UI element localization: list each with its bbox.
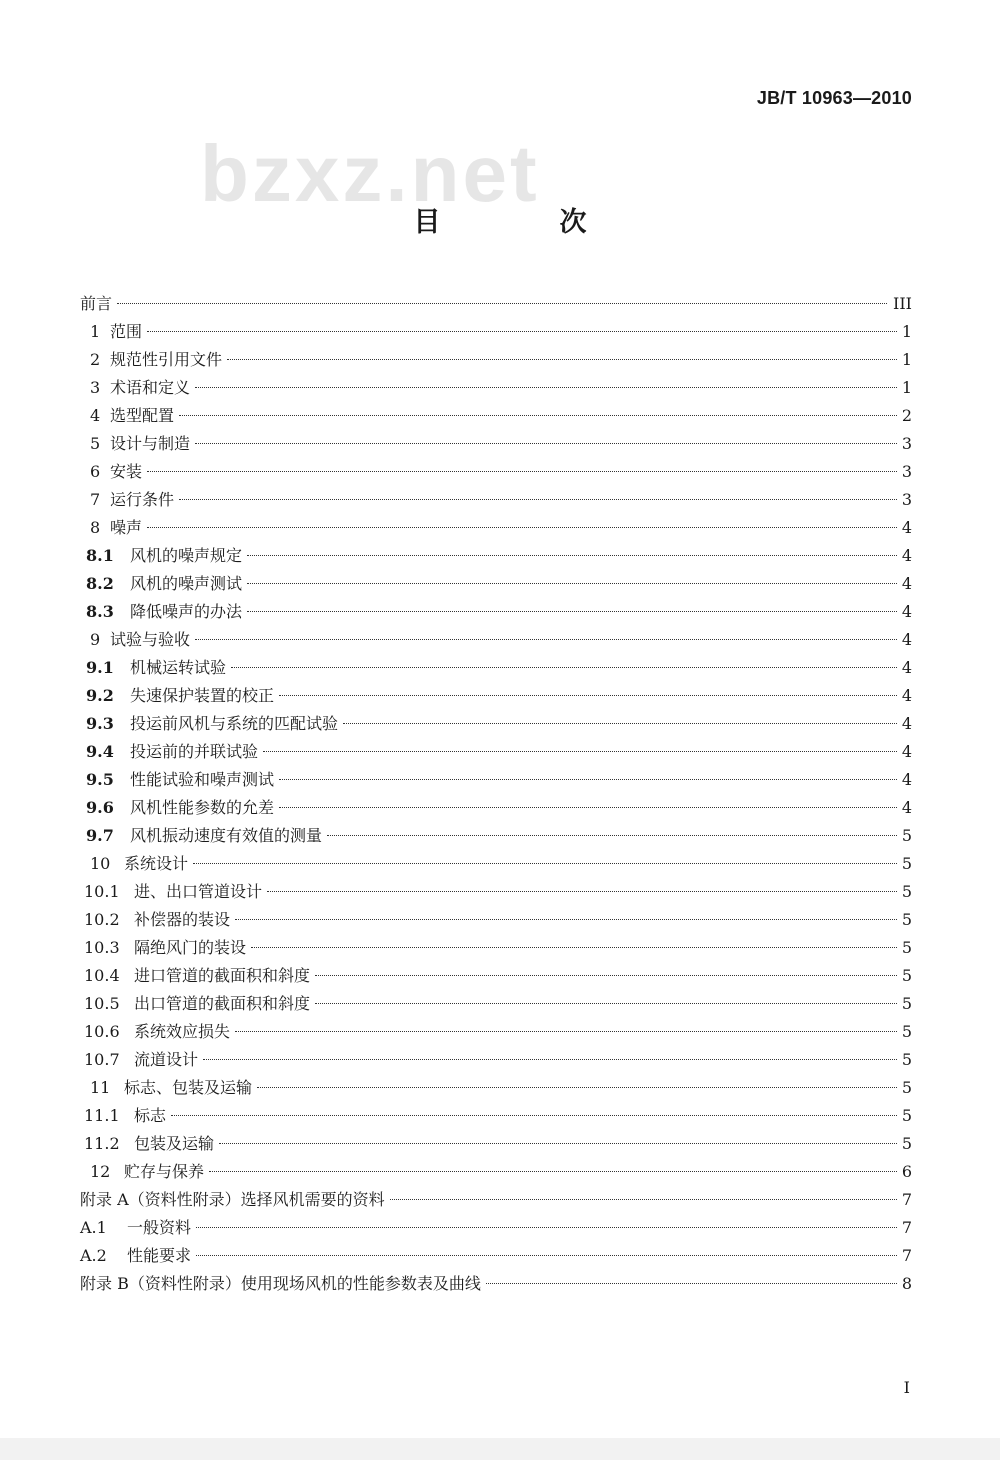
- dot-leader: [315, 975, 897, 976]
- toc-entry[interactable]: [80, 346, 912, 374]
- toc-entry[interactable]: [80, 374, 912, 402]
- standard-code: JB/T 10963—2010: [756, 88, 912, 108]
- toc-entry-page: 4: [901, 546, 912, 565]
- dot-leader: [147, 527, 897, 528]
- dot-leader: [209, 1171, 897, 1172]
- toc-entry-label: 出口管道的截面积和斜度: [134, 994, 311, 1013]
- toc-entry-label: 补偿器的装设: [134, 910, 231, 929]
- toc-entry-number: 12: [90, 1162, 111, 1181]
- toc-entry-page: 4: [901, 770, 912, 789]
- toc-entry-page: 7: [901, 1246, 912, 1265]
- toc-entry[interactable]: [80, 1214, 912, 1242]
- toc-entry-page: 5: [901, 854, 912, 873]
- toc-entry-page: 5: [901, 826, 912, 845]
- toc-entry-page: 3: [901, 434, 912, 453]
- toc-entry[interactable]: [80, 1130, 912, 1158]
- toc-entry-page: 5: [901, 910, 912, 929]
- toc-entry-number: 9: [90, 630, 101, 649]
- toc-entry[interactable]: [80, 654, 912, 682]
- toc-entry-number: 9.2: [86, 686, 114, 705]
- dot-leader: [263, 751, 897, 752]
- toc-entry[interactable]: [80, 514, 912, 542]
- toc-entry-number: 8.3: [86, 602, 114, 621]
- toc-entry-number: 9.3: [86, 714, 114, 733]
- toc-entry-label: 投运前的并联试验: [130, 742, 259, 761]
- dot-leader: [196, 1255, 897, 1256]
- dot-leader: [247, 611, 897, 612]
- toc-entry-page: III: [893, 294, 912, 313]
- toc-entry-label: 运行条件: [110, 490, 175, 509]
- toc-entry-number: 8.2: [86, 574, 114, 593]
- toc-entry-number: 9.1: [86, 658, 114, 677]
- toc-entry-number: 10.5: [84, 994, 120, 1013]
- toc-entry-page: 3: [901, 490, 912, 509]
- dot-leader: [227, 359, 897, 360]
- page-title: 目 次: [413, 207, 633, 238]
- toc-entry-label: 标志、包装及运输: [124, 1078, 253, 1097]
- toc-entry-label: 试验与验收: [110, 630, 191, 649]
- toc-entry-number: 2: [90, 350, 101, 369]
- toc-entry-page: 4: [901, 714, 912, 733]
- toc-entry-page: 1: [901, 378, 912, 397]
- toc-entry-number: 9.4: [86, 742, 114, 761]
- toc-entry-label: 设计与制造: [110, 434, 191, 453]
- toc-entry-page: 5: [901, 938, 912, 957]
- toc-entry[interactable]: [80, 402, 912, 430]
- toc-entry-page: 3: [901, 462, 912, 481]
- toc-entry[interactable]: [80, 990, 912, 1018]
- toc-entry-label: 附录 A（资料性附录）选择风机需要的资料: [80, 1190, 385, 1209]
- toc-entry-page: 4: [901, 798, 912, 817]
- dot-leader: [179, 499, 897, 500]
- toc-entry-label: 进、出口管道设计: [134, 882, 263, 901]
- toc-entry-label: 噪声: [110, 518, 143, 537]
- toc-entry-label: 风机振动速度有效值的测量: [130, 826, 323, 845]
- toc-entry[interactable]: [80, 1018, 912, 1046]
- dot-leader: [257, 1087, 897, 1088]
- toc-entry-page: 5: [901, 1134, 912, 1153]
- toc-entry[interactable]: [80, 1158, 912, 1186]
- dot-leader: [147, 331, 897, 332]
- dot-leader: [193, 863, 897, 864]
- toc-entry[interactable]: [80, 1186, 912, 1214]
- toc-entry-page: 4: [901, 602, 912, 621]
- toc-entry-page: 4: [901, 658, 912, 677]
- toc-entry-label: 流道设计: [134, 1050, 199, 1069]
- bottom-strip: [0, 1438, 1000, 1460]
- toc-entry-page: 5: [901, 1022, 912, 1041]
- toc-entry-page: 4: [901, 630, 912, 649]
- dot-leader: [219, 1143, 897, 1144]
- toc-entry[interactable]: [80, 458, 912, 486]
- toc-entry-page: 5: [901, 882, 912, 901]
- toc-entry[interactable]: [80, 682, 912, 710]
- dot-leader: [267, 891, 897, 892]
- toc-entry-label: 安装: [110, 462, 143, 481]
- dot-leader: [203, 1059, 897, 1060]
- toc-entry-number: 10.4: [84, 966, 120, 985]
- toc-entry[interactable]: [80, 542, 912, 570]
- toc-entry[interactable]: [80, 486, 912, 514]
- dot-leader: [279, 695, 897, 696]
- toc-entry-number: 10: [90, 854, 111, 873]
- toc-entry-label: 风机的噪声测试: [130, 574, 243, 593]
- dot-leader: [196, 1227, 897, 1228]
- dot-leader: [231, 667, 897, 668]
- toc-entry[interactable]: [80, 850, 912, 878]
- toc-entry-label: 性能试验和噪声测试: [130, 770, 275, 789]
- toc-entry[interactable]: [80, 906, 912, 934]
- toc-entry-page: 5: [901, 1106, 912, 1125]
- dot-leader: [147, 471, 897, 472]
- toc-entry-page: 7: [901, 1190, 912, 1209]
- toc-entry[interactable]: [80, 794, 912, 822]
- toc-entry-label: 术语和定义: [110, 378, 191, 397]
- dot-leader: [390, 1199, 897, 1200]
- toc-entry-page: 6: [901, 1162, 912, 1181]
- toc-entry-page: 4: [901, 742, 912, 761]
- dot-leader: [343, 723, 897, 724]
- toc-entry[interactable]: [80, 1102, 912, 1130]
- toc-entry-page: 4: [901, 574, 912, 593]
- toc-entry-label: 一般资料: [127, 1218, 192, 1237]
- dot-leader: [179, 415, 897, 416]
- dot-leader: [247, 555, 897, 556]
- table-of-contents: [80, 290, 912, 1298]
- dot-leader: [195, 639, 897, 640]
- toc-entry-number: 1: [90, 322, 101, 341]
- toc-entry-number: 8.1: [86, 546, 114, 565]
- toc-entry-label: 失速保护装置的校正: [130, 686, 275, 705]
- toc-entry-page: 5: [901, 994, 912, 1013]
- toc-entry[interactable]: [80, 738, 912, 766]
- toc-entry[interactable]: [80, 934, 912, 962]
- toc-entry-number: 11: [90, 1078, 111, 1097]
- toc-entry-number: 9.6: [86, 798, 114, 817]
- toc-entry-page: 7: [901, 1218, 912, 1237]
- toc-entry-page: 5: [901, 1078, 912, 1097]
- toc-entry-number: 4: [90, 406, 101, 425]
- toc-entry-label: 风机的噪声规定: [130, 546, 243, 565]
- watermark: bzxz.net: [200, 129, 540, 218]
- toc-entry-label: 风机性能参数的允差: [130, 798, 275, 817]
- toc-entry-number: 5: [90, 434, 101, 453]
- toc-entry-label: 规范性引用文件: [110, 350, 223, 369]
- toc-entry[interactable]: [80, 878, 912, 906]
- toc-entry[interactable]: [80, 290, 912, 318]
- toc-entry-number: 3: [90, 378, 101, 397]
- toc-entry-page: 2: [901, 406, 912, 425]
- dot-leader: [251, 947, 897, 948]
- toc-entry[interactable]: [80, 962, 912, 990]
- toc-entry-number: 10.7: [84, 1050, 120, 1069]
- toc-entry-label: 标志: [134, 1106, 167, 1125]
- toc-entry[interactable]: [80, 1046, 912, 1074]
- toc-entry[interactable]: [80, 626, 912, 654]
- toc-entry-number: A.2: [80, 1246, 107, 1265]
- dot-leader: [247, 583, 897, 584]
- toc-entry-page: 4: [901, 518, 912, 537]
- toc-entry[interactable]: [80, 822, 912, 850]
- toc-entry[interactable]: [80, 710, 912, 738]
- toc-entry-label: 系统设计: [124, 854, 189, 873]
- toc-entry[interactable]: [80, 766, 912, 794]
- toc-entry-label: 范围: [110, 322, 143, 341]
- dot-leader: [195, 443, 897, 444]
- dot-leader: [235, 919, 897, 920]
- toc-entry-page: 4: [901, 686, 912, 705]
- toc-entry[interactable]: [80, 1270, 912, 1298]
- toc-entry-page: 8: [901, 1274, 912, 1293]
- toc-entry-page: 1: [901, 350, 912, 369]
- toc-entry[interactable]: [80, 430, 912, 458]
- toc-entry-number: 10.2: [84, 910, 120, 929]
- toc-entry-page: 5: [901, 1050, 912, 1069]
- toc-entry-label: 包装及运输: [134, 1134, 215, 1153]
- toc-entry-label: 前言: [80, 294, 113, 313]
- toc-entry-number: 11.1: [84, 1106, 120, 1125]
- toc-entry[interactable]: [80, 318, 912, 346]
- toc-entry-label: 降低噪声的办法: [130, 602, 243, 621]
- toc-entry-label: 投运前风机与系统的匹配试验: [130, 714, 339, 733]
- dot-leader: [279, 807, 897, 808]
- toc-entry-number: 9.7: [86, 826, 114, 845]
- toc-entry-label: 进口管道的截面积和斜度: [134, 966, 311, 985]
- toc-entry-label: 选型配置: [110, 406, 175, 425]
- dot-leader: [235, 1031, 897, 1032]
- toc-entry-number: 9.5: [86, 770, 114, 789]
- toc-entry[interactable]: [80, 1242, 912, 1270]
- toc-entry-number: 8: [90, 518, 101, 537]
- toc-entry[interactable]: [80, 598, 912, 626]
- toc-entry-number: 7: [90, 490, 101, 509]
- dot-leader: [327, 835, 897, 836]
- dot-leader: [486, 1283, 897, 1284]
- toc-entry-label: 隔绝风门的装设: [134, 938, 247, 957]
- toc-entry[interactable]: [80, 1074, 912, 1102]
- toc-entry-page: 5: [901, 966, 912, 985]
- toc-entry[interactable]: [80, 570, 912, 598]
- toc-entry-number: 10.1: [84, 882, 120, 901]
- page-number: I: [903, 1378, 910, 1397]
- toc-entry-number: 10.3: [84, 938, 120, 957]
- dot-leader: [195, 387, 897, 388]
- toc-entry-label: 机械运转试验: [130, 658, 227, 677]
- toc-entry-page: 1: [901, 322, 912, 341]
- toc-entry-number: 10.6: [84, 1022, 120, 1041]
- toc-entry-label: 系统效应损失: [134, 1022, 231, 1041]
- toc-entry-number: 11.2: [84, 1134, 120, 1153]
- toc-entry-number: 6: [90, 462, 101, 481]
- toc-entry-label: 贮存与保养: [124, 1162, 205, 1181]
- dot-leader: [279, 779, 897, 780]
- dot-leader: [315, 1003, 897, 1004]
- toc-entry-label: 性能要求: [127, 1246, 192, 1265]
- dot-leader: [117, 303, 887, 304]
- toc-entry-label: 附录 B（资料性附录）使用现场风机的性能参数表及曲线: [80, 1274, 481, 1293]
- dot-leader: [171, 1115, 897, 1116]
- toc-entry-number: A.1: [80, 1218, 107, 1237]
